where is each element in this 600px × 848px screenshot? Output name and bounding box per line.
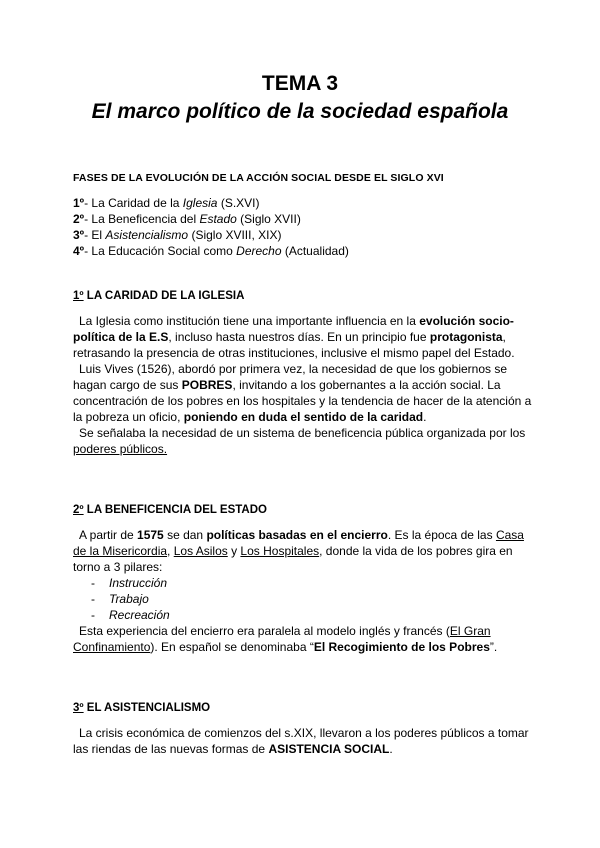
- phase-item: 2º- La Beneficencia del Estado (Siglo XVII): [73, 212, 301, 226]
- document-title: TEMA 3: [261, 72, 339, 95]
- section-heading: 1º LA CARIDAD DE LA IGLESIA: [73, 290, 245, 302]
- document-subtitle: El marco político de la sociedad española: [91, 100, 509, 123]
- section-heading: 2º LA BENEFICENCIA DEL ESTADO: [73, 504, 267, 516]
- paragraph: La crisis económica de comienzos del s.XIX, llevaron a los poderes públicos a tomar las riendas de las nuevas formas de ASISTENCIA SOCIAL.: [73, 726, 529, 756]
- list-item: - Trabajo: [91, 592, 149, 606]
- section-caridad-iglesia: [73, 288, 535, 457]
- paragraph: Esta experiencia del encierro era paralela al modelo inglés y francés (El Gran Confinamiento). En español se denominaba “El Recogimiento de los Pobres”.: [73, 624, 498, 654]
- phase-item: 4º- La Educación Social como Derecho (Actualidad): [73, 244, 349, 258]
- section-asistencialismo: [73, 700, 535, 757]
- list-item: - Instrucción: [91, 576, 168, 590]
- phases-heading: FASES DE LA EVOLUCIÓN DE LA ACCIÓN SOCIAL DESDE EL SIGLO XVI: [73, 172, 444, 184]
- paragraph: A partir de 1575 se dan políticas basadas en el encierro. Es la época de las Casa de la Misericordia, Los Asilos y Los Hospitales, donde la vida de los pobres gira en torno a 3 pilares:: [73, 528, 524, 574]
- list-item: - Recreación: [91, 608, 170, 622]
- section-beneficencia-estado: [73, 502, 535, 655]
- phase-item: 3º- El Asistencialismo (Siglo XVIII, XIX): [73, 228, 282, 242]
- paragraph: Luis Vives (1526), abordó por primera vez, la necesidad de que los gobiernos se hagan cargo de sus POBRES, invitando a los gobernantes a la acción social. La concentración de los pobres en los hospitales y la tendencia de hacer de la atención a la pobreza un oficio, poniendo en duda el sentido de la caridad.: [73, 362, 532, 424]
- paragraph: La Iglesia como institución tiene una importante influencia en la evolución socio-política de la E.S, incluso hasta nuestros días. En un principio fue protagonista, retrasando la presencia de otras instituciones, inclusive el mismo papel del Estado.: [73, 314, 515, 360]
- pillars-list: [73, 575, 535, 623]
- phase-item: 1º- La Caridad de la Iglesia (S.XVI): [73, 196, 260, 210]
- phases-section: [73, 170, 535, 259]
- section-heading: 3º EL ASISTENCIALISMO: [73, 702, 211, 714]
- paragraph: Se señalaba la necesidad de un sistema de beneficencia pública organizada por los poderes públicos.: [73, 426, 526, 456]
